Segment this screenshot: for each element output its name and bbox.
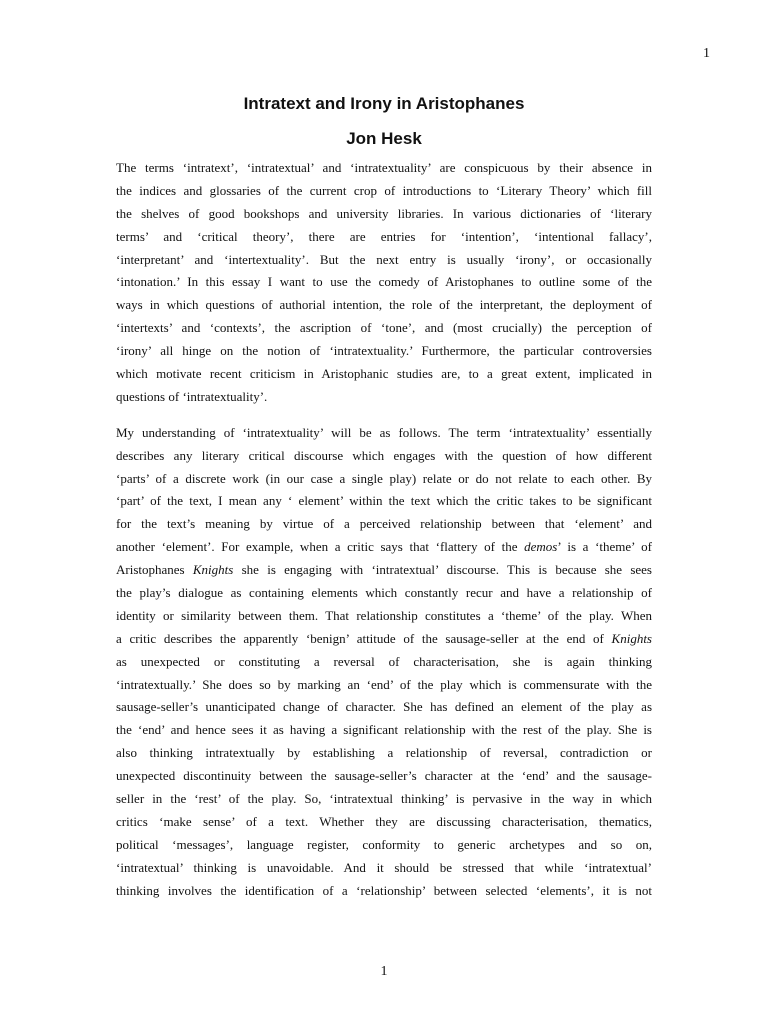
text-line: the ‘end’ and hence sees it as having a significant relationship with the rest of the play. She is [116, 722, 652, 738]
text-line: ‘intertexts’ and ‘contexts’, the ascription of ‘tone’, and (most crucially) the perception of [116, 320, 652, 336]
text-line: The terms ‘intratext’, ‘intratextual’ and ‘intratextuality’ are conspicuous by their absence in [116, 160, 652, 175]
text-line: another ‘element’. For example, when a critic says that ‘flattery of the demos’ is a ‘theme’ of [116, 539, 653, 555]
document-body [116, 157, 652, 903]
text-line: ‘interpretant’ and ‘intertextuality’. But the next entry is usually ‘irony’, or occasionally [116, 251, 652, 267]
text-line: sausage-seller’s unanticipated change of character. She has defined an element of the play as [116, 699, 652, 715]
text-line: thinking involves the identification of a ‘relationship’ between selected ‘elements’, it is not [116, 882, 652, 898]
text-line: a critic describes the apparently ‘benign’ attitude of the sausage-seller at the end of Knights [116, 630, 652, 646]
text-line: ‘part’ of the text, I mean any ‘ element’ within the text which the critic takes to be significant [116, 493, 652, 509]
text-line: identity or similarity between them. That relationship constitutes a ‘theme’ of the play. When [116, 607, 652, 623]
text-line: terms’ and ‘critical theory’, there are entries for ‘intention’, ‘intentional fallacy’, [116, 228, 652, 244]
page-number-bottom: 1 [380, 964, 388, 979]
text-line: the indices and glossaries of the current crop of introductions to ‘Literary Theory’ which fill [116, 182, 652, 198]
text-line: ‘intonation.’ In this essay I want to use the comedy of Aristophanes to outline some of the [116, 274, 652, 290]
text-line: ways in which questions of authorial intention, the role of the interpretant, the deployment of [116, 297, 652, 313]
page-number-top: 1 [703, 46, 710, 61]
text-line: unexpected discontinuity between the sausage-seller’s character at the ‘end’ and the sausage- [116, 768, 652, 784]
text-line: political ‘messages’, language register, conformity to generic archetypes and so on, [116, 836, 652, 852]
text-line: critics ‘make sense’ of a text. Whether they are discussing characterisation, thematics, [116, 813, 652, 829]
text-line: describes any literary critical discourse which engages with the question of how different [116, 447, 652, 463]
text-line: Aristophanes Knights she is engaging with ‘intratextual’ discourse. This is because she sees [116, 562, 652, 578]
text-line: ‘irony’ all hinge on the notion of ‘intratextuality.’ Furthermore, the particular controversies [116, 343, 652, 359]
text-line: which motivate recent criticism in Aristophanic studies are, to a great extent, implicated in [116, 366, 652, 382]
paragraph-2 [116, 422, 652, 903]
document-title: Intratext and Irony in Aristophanes [243, 94, 525, 113]
text-line: ‘parts’ of a discrete work (in our case a single play) relate or do not relate to each other. By [116, 470, 652, 486]
document-author: Jon Hesk [346, 129, 422, 148]
text-line: seller in the ‘rest’ of the play. So, ‘intratextual thinking’ is pervasive in the way in which [116, 791, 652, 807]
text-line: the play’s dialogue as containing elements which constantly recur and have a relationship of [116, 585, 652, 601]
text-line: questions of ‘intratextuality’. [116, 388, 268, 404]
text-line: My understanding of ‘intratextuality’ will be as follows. The term ‘intratextuality’ essentially [116, 424, 652, 440]
text-line: as unexpected or constituting a reversal of characterisation, she is again thinking [116, 653, 652, 669]
text-line: ‘intratextually.’ She does so by marking an ‘end’ of the play which is commensurate with the [116, 676, 652, 692]
text-line: also thinking intratextually by establishing a relationship of reversal, contradiction or [116, 745, 652, 761]
paragraph-1 [116, 157, 652, 409]
text-line: for the text’s meaning by virtue of a perceived relationship between that ‘element’ and [116, 516, 652, 532]
text-line: the shelves of good bookshops and university libraries. In various dictionaries of ‘literary [116, 205, 652, 221]
text-line: ‘intratextual’ thinking is unavoidable. And it should be stressed that while ‘intratextual’ [116, 859, 652, 875]
